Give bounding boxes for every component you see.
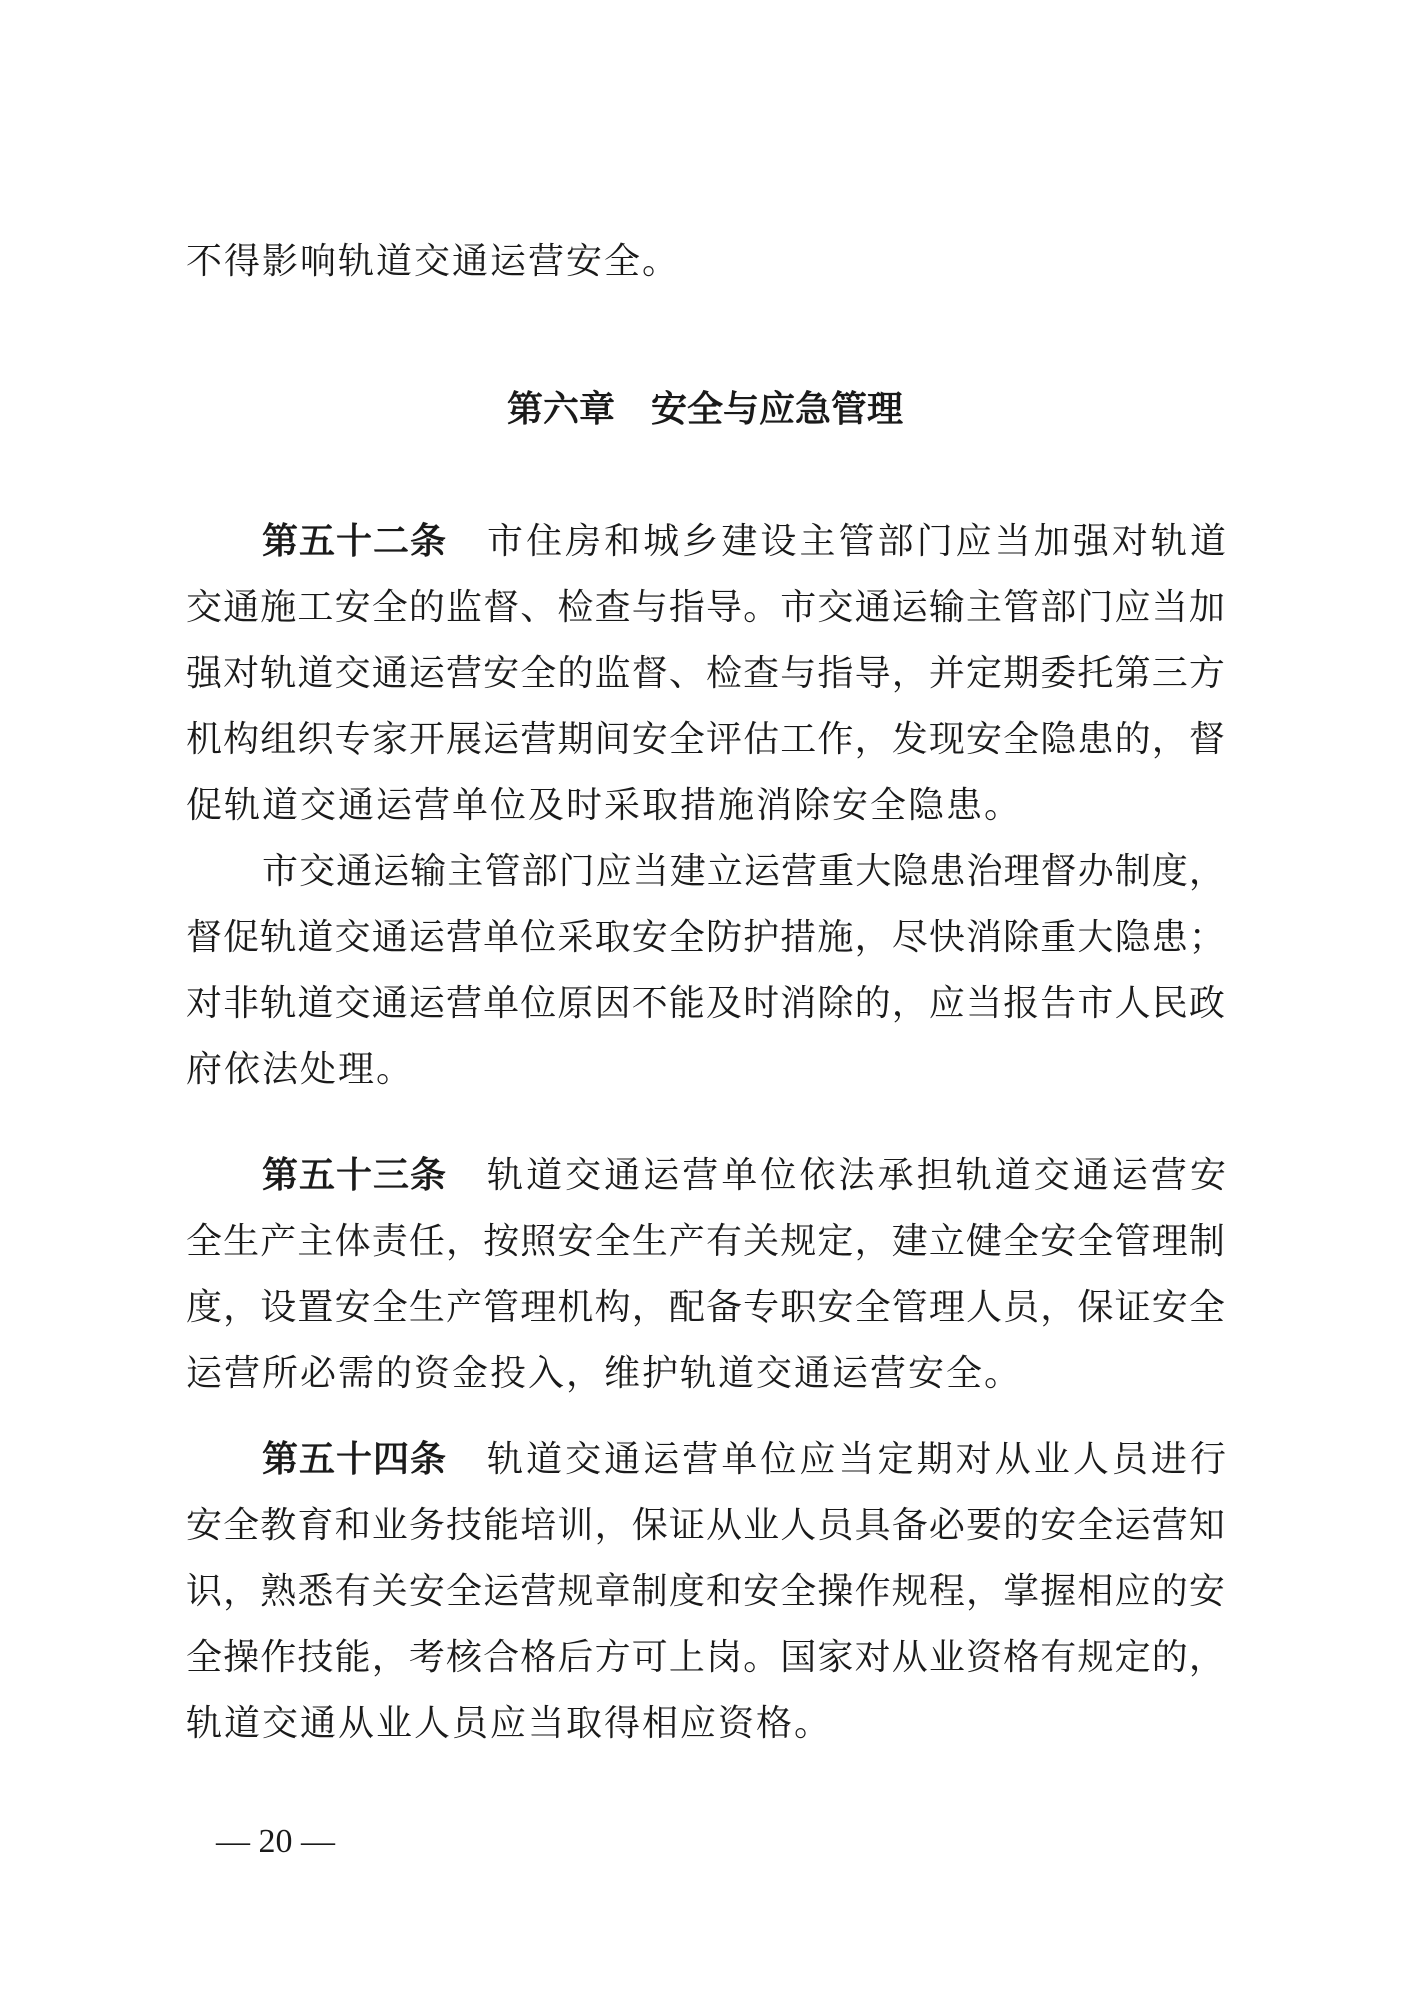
article-54-line-2: 安全教育和业务技能培训，保证从业人员具备必要的安全运营知 bbox=[186, 1505, 1227, 1546]
chapter-title: 第六章 安全与应急管理 bbox=[506, 389, 903, 430]
article-54-line-3: 识，熟悉有关安全运营规章制度和安全操作规程，掌握相应的安 bbox=[186, 1571, 1227, 1612]
article-54-head: 第五十四条 bbox=[262, 1439, 448, 1480]
page-number: — 20 — bbox=[216, 1823, 335, 1860]
article-54-line-1 bbox=[186, 1436, 1226, 1484]
article-53-line-4: 运营所必需的资金投入，维护轨道交通运营安全。 bbox=[186, 1353, 1023, 1394]
article-52-para2-line-3: 对非轨道交通运营单位原因不能及时消除的，应当报告市人民政 bbox=[186, 983, 1227, 1024]
article-52-head: 第五十二条 bbox=[262, 521, 448, 562]
article-52-line-1 bbox=[186, 518, 1226, 566]
article-54-text: 轨道交通运营单位应当定期对从业人员进行 bbox=[487, 1439, 1226, 1480]
article-54-line-4: 全操作技能，考核合格后方可上岗。国家对从业资格有规定的， bbox=[186, 1637, 1227, 1678]
article-52-line-5: 促轨道交通运营单位及时采取措施消除安全隐患。 bbox=[186, 785, 1023, 826]
article-53-line-1 bbox=[186, 1152, 1226, 1200]
article-52-para2-line-2: 督促轨道交通运营单位采取安全防护措施，尽快消除重大隐患； bbox=[186, 917, 1227, 958]
article-52-para2-line-1: 市交通运输主管部门应当建立运营重大隐患治理督办制度， bbox=[262, 851, 1227, 892]
article-52-para2-line-4: 府依法处理。 bbox=[186, 1049, 415, 1090]
article-53-text: 轨道交通运营单位依法承担轨道交通运营安 bbox=[487, 1155, 1226, 1196]
article-53-line-3: 度，设置安全生产管理机构，配备专职安全管理人员，保证安全 bbox=[186, 1287, 1227, 1328]
continuation-text: 不得影响轨道交通运营安全。 bbox=[186, 241, 681, 282]
article-53-head: 第五十三条 bbox=[262, 1155, 448, 1196]
article-52-text: 市住房和城乡建设主管部门应当加强对轨道 bbox=[487, 521, 1226, 562]
article-52-line-4: 机构组织专家开展运营期间安全评估工作，发现安全隐患的，督 bbox=[186, 719, 1227, 760]
article-52-line-2: 交通施工安全的监督、检查与指导。市交通运输主管部门应当加 bbox=[186, 587, 1227, 628]
article-54-line-5: 轨道交通从业人员应当取得相应资格。 bbox=[186, 1703, 833, 1744]
article-52-line-3: 强对轨道交通运营安全的监督、检查与指导，并定期委托第三方 bbox=[186, 653, 1227, 694]
article-53-line-2: 全生产主体责任，按照安全生产有关规定，建立健全安全管理制 bbox=[186, 1221, 1227, 1262]
